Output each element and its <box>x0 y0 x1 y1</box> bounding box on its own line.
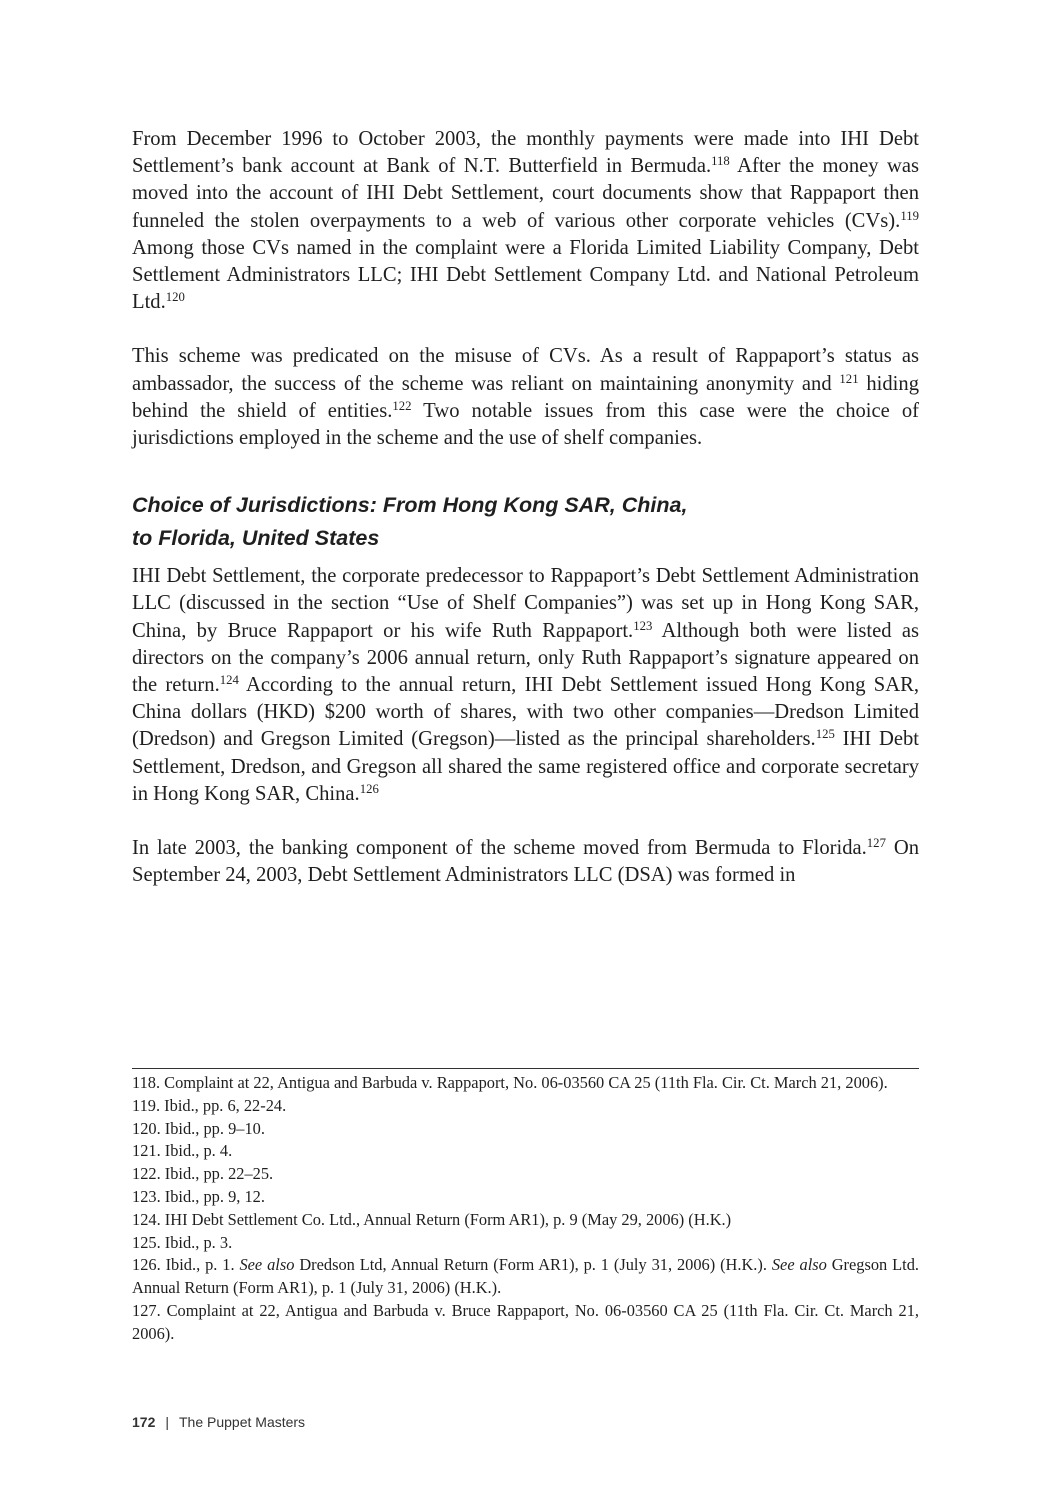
text: This scheme was predicated on the misuse of CVs. As a result of Rappaport’s status as ambassador, the success of the scheme was reliant on maintaining anonymity and <box>132 345 919 395</box>
text: After the money was moved into the account of IHI Debt Settlement, court documents show that Rappaport then funneled the stolen overpayments to a web of various other corporate vehicles (CVs). <box>132 155 919 232</box>
heading-line-2: to Florida, United States <box>132 526 380 551</box>
footnote-119: 119. Ibid., pp. 6, 22-24. <box>132 1095 287 1115</box>
footnote-ref-127[interactable]: 127 <box>866 836 886 851</box>
footnote-124: 124. IHI Debt Settlement Co. Ltd., Annual Return (Form AR1), p. 9 (May 29, 2006) (H.K.) <box>132 1209 732 1229</box>
footnotes <box>132 1072 919 1346</box>
footnote-ref-126[interactable]: 126 <box>359 781 379 796</box>
book-title: The Puppet Masters <box>179 1414 306 1430</box>
text: Although both were listed as directors on the company’s 2006 annual return, only Ruth Rappaport’s signature appeared on the return. <box>132 619 919 697</box>
footnote-ref-119[interactable]: 119 <box>900 208 919 223</box>
paragraph-3 <box>132 563 919 808</box>
paragraph-2 <box>132 343 919 452</box>
heading-line-1: Choice of Jurisdictions: From Hong Kong SAR, China, <box>132 493 688 518</box>
footnote-ref-121[interactable]: 121 <box>839 371 859 386</box>
footnote-121: 121. Ibid., p. 4. <box>132 1141 233 1161</box>
paragraph-1 <box>132 126 919 316</box>
see-also-italic: See also <box>239 1255 295 1275</box>
see-also-italic: See also <box>771 1255 827 1275</box>
footnote-118: 118. Complaint at 22, Antigua and Barbuda v. Rappaport, No. 06-03560 CA 25 (11th Fla. Cir. Ct. March 21, 2006). <box>132 1073 888 1092</box>
main-text <box>132 126 919 889</box>
page-number: 172 <box>132 1414 156 1430</box>
footnote-125: 125. Ibid., p. 3. <box>132 1232 233 1252</box>
footnote-ref-124[interactable]: 124 <box>219 673 239 688</box>
footer-separator: | <box>165 1414 169 1430</box>
footnote-ref-120[interactable]: 120 <box>165 290 185 305</box>
text: On September 24, 2003, Debt Settlement Administrators LLC (DSA) was formed in <box>132 837 919 887</box>
section-heading <box>132 489 919 555</box>
text: According to the annual return, IHI Debt Settlement issued Hong Kong SAR, China dollars (HKD) $200 worth of shares, with two other companies—Dredson Limited (Dredson) and Gregson Limited (Gregson)—listed as the principal shareholders. <box>132 674 919 751</box>
footnote-120: 120. Ibid., pp. 9–10. <box>132 1118 265 1138</box>
text: In late 2003, the banking component of the scheme moved from Bermuda to Florida. <box>132 837 867 860</box>
footnote-122: 122. Ibid., pp. 22–25. <box>132 1164 274 1184</box>
text: Gregson Ltd. Annual Return (Form AR1), p. 1 (July 31, 2006) (H.K.). <box>132 1255 920 1298</box>
footnote-123: 123. Ibid., pp. 9, 12. <box>132 1186 265 1206</box>
page-footer <box>132 1414 305 1430</box>
text: 126. Ibid., p. 1. <box>132 1255 240 1275</box>
text: IHI Debt Settlement, Dredson, and Gregson all shared the same registered office and corporate secretary in Hong Kong SAR, China. <box>132 728 919 805</box>
footnote-divider <box>132 1068 919 1069</box>
footnote-ref-125[interactable]: 125 <box>815 727 835 742</box>
text: Two notable issues from this case were the choice of jurisdictions employed in the scheme and the use of shelf companies. <box>132 399 919 450</box>
footnote-ref-118[interactable]: 118 <box>711 154 730 169</box>
paragraph-4 <box>132 835 919 889</box>
footnote-126 <box>132 1254 919 1300</box>
text: From December 1996 to October 2003, the monthly payments were made into IHI Debt Settlement’s bank account at Bank of N.T. Butterfield in Bermuda. <box>132 128 919 178</box>
text: IHI Debt Settlement, the corporate predecessor to Rappaport’s Debt Settlement Administration LLC (discussed in the section “Use of Shelf Companies”) was set up in Hong Kong SAR, China, by Bruce Rappaport or his wife Ruth Rappaport. <box>132 565 919 642</box>
footnote-ref-123[interactable]: 123 <box>633 618 653 633</box>
text: Among those CVs named in the complaint were a Florida Limited Liability Company, Debt Settlement Administrators LLC; IHI Debt Settlement Company Ltd. and National Petroleum Ltd. <box>132 236 919 314</box>
text: hiding behind the shield of entities. <box>132 372 919 422</box>
footnote-127: 127. Complaint at 22, Antigua and Barbuda v. Bruce Rappaport, No. 06-03560 CA 25 (11th Fla. Cir. Ct. March 21, 2006). <box>132 1300 919 1343</box>
footnote-ref-122[interactable]: 122 <box>392 398 412 413</box>
text: Dredson Ltd, Annual Return (Form AR1), p. 1 (July 31, 2006) (H.K.). <box>294 1255 772 1275</box>
